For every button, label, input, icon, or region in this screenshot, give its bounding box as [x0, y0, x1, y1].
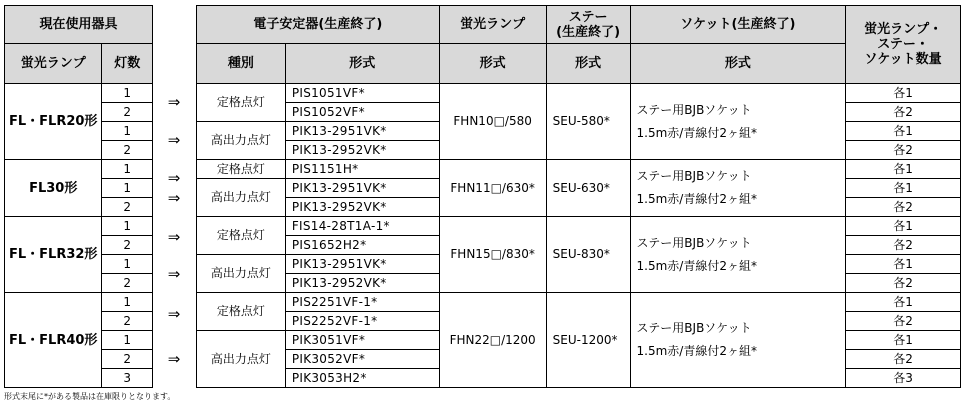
socket-line2: 1.5m赤/青線付2ヶ組*	[636, 125, 757, 140]
lamp-count: 2	[102, 274, 153, 293]
lamp-count: 1	[102, 84, 153, 103]
socket-line1: ステー用BJBソケット	[636, 235, 752, 250]
ballast-type: 高出力点灯	[197, 331, 286, 388]
lamp-form: FHN11□/630*	[439, 160, 546, 217]
lamp-count: 3	[102, 369, 153, 388]
ballast-form: PIK13-2952VK*	[285, 198, 439, 217]
replacement-table	[196, 5, 961, 388]
current-fixture-title: 現在使用器具	[5, 6, 153, 44]
lamp-count: 2	[102, 312, 153, 331]
ballast-form: PIK13-2951VK*	[285, 122, 439, 141]
lamp-column-header: 蛍光ランプ	[5, 44, 102, 84]
ballast-header: 電子安定器(生産終了)	[197, 6, 440, 44]
ballast-form: PIS1051VF*	[285, 84, 439, 103]
ballast-type: 高出力点灯	[197, 179, 286, 217]
quantity: 各2	[846, 312, 961, 331]
ballast-form: PIK13-2951VK*	[285, 179, 439, 198]
ballast-type: 定格点灯	[197, 217, 286, 255]
ballast-type: 高出力点灯	[197, 122, 286, 160]
quantity: 各3	[846, 369, 961, 388]
quantity: 各2	[846, 236, 961, 255]
ballast-form: PIK3053H2*	[285, 369, 439, 388]
quantity: 各1	[846, 84, 961, 103]
ballast-form: PIK3052VF*	[285, 350, 439, 369]
arrow-icon: ⇒	[167, 350, 181, 368]
ballast-type: 定格点灯	[197, 160, 286, 179]
stay-header	[546, 6, 630, 44]
socket-form	[630, 217, 846, 293]
current-fixture-table	[4, 5, 153, 388]
lamp-count: 1	[102, 160, 153, 179]
quantity: 各1	[846, 160, 961, 179]
lamp-count: 2	[102, 103, 153, 122]
lamp-form-subheader: 形式	[439, 44, 546, 84]
quantity: 各1	[846, 255, 961, 274]
qty-header-line2: ステー・	[877, 37, 929, 52]
ballast-form: PIS1151H*	[285, 160, 439, 179]
socket-line1: ステー用BJBソケット	[636, 169, 752, 183]
ballast-type: 定格点灯	[197, 84, 286, 122]
socket-line2: 1.5m赤/青線付2ヶ組*	[636, 258, 757, 273]
lamp-count: 1	[102, 255, 153, 274]
ballast-form: PIK13-2952VK*	[285, 141, 439, 160]
quantity: 各1	[846, 122, 961, 141]
lamp-count: 2	[102, 141, 153, 160]
socket-form	[630, 160, 846, 217]
lamp-count: 2	[102, 198, 153, 217]
stay-form: SEU-830*	[546, 217, 630, 293]
socket-form	[630, 293, 846, 388]
quantity: 各2	[846, 198, 961, 217]
ballast-form: PIK13-2952VK*	[285, 274, 439, 293]
lamp-form: FHN10□/580	[439, 84, 546, 160]
lamp-form: FHN22□/1200	[439, 293, 546, 388]
arrow-icon: ⇒	[167, 305, 181, 323]
stay-form: SEU-1200*	[546, 293, 630, 388]
socket-line2: 1.5m赤/青線付2ヶ組*	[636, 192, 757, 206]
arrow-icon: ⇒	[167, 228, 181, 246]
socket-form-subheader: 形式	[630, 44, 846, 84]
lamp-type: FL・FLR40形	[5, 293, 102, 388]
count-column-header: 灯数	[102, 44, 153, 84]
ballast-form: FIS14-28T1A-1*	[285, 217, 439, 236]
ballast-form: PIS1652H2*	[285, 236, 439, 255]
quantity: 各2	[846, 350, 961, 369]
ballast-form: PIK13-2951VK*	[285, 255, 439, 274]
lamp-count: 1	[102, 331, 153, 350]
ballast-form: PIS2252VF-1*	[285, 312, 439, 331]
form-subheader: 形式	[285, 44, 439, 84]
socket-form	[630, 84, 846, 160]
arrow-icon: ⇒	[167, 265, 181, 283]
arrow-icon: ⇒	[167, 169, 181, 187]
lamp-count: 1	[102, 293, 153, 312]
quantity: 各2	[846, 103, 961, 122]
quantity: 各2	[846, 141, 961, 160]
qty-header-line1: 蛍光ランプ・	[864, 22, 943, 37]
lamp-count: 1	[102, 122, 153, 141]
quantity-header	[846, 6, 961, 84]
type-subheader: 種別	[197, 44, 286, 84]
ballast-type: 定格点灯	[197, 293, 286, 331]
ballast-form: PIS2251VF-1*	[285, 293, 439, 312]
stock-note: 形式末尾に*がある製品は在庫限りとなります。	[4, 392, 176, 401]
lamp-header: 蛍光ランプ	[439, 6, 546, 44]
quantity: 各1	[846, 217, 961, 236]
arrow-icon: ⇒	[167, 131, 181, 149]
ballast-form: PIS1052VF*	[285, 103, 439, 122]
arrow-icon: ⇒	[167, 189, 181, 207]
arrow-icon: ⇒	[167, 93, 181, 111]
lamp-count: 1	[102, 179, 153, 198]
ballast-type: 高出力点灯	[197, 255, 286, 293]
quantity: 各1	[846, 331, 961, 350]
socket-line1: ステー用BJBソケット	[636, 321, 752, 335]
socket-line1: ステー用BJBソケット	[636, 102, 752, 117]
stay-header-line1: ステー	[568, 9, 608, 25]
socket-line2: 1.5m赤/青線付2ヶ組*	[636, 344, 757, 358]
stay-form: SEU-630*	[546, 160, 630, 217]
lamp-count: 1	[102, 217, 153, 236]
lamp-type: FL・FLR32形	[5, 217, 102, 293]
quantity: 各2	[846, 274, 961, 293]
qty-header-line3: ソケット数量	[864, 52, 942, 67]
lamp-type: FL・FLR20形	[5, 84, 102, 160]
stay-form: SEU-580*	[546, 84, 630, 160]
stay-header-line2: (生産終了)	[556, 24, 621, 40]
stay-form-subheader: 形式	[546, 44, 630, 84]
lamp-form: FHN15□/830*	[439, 217, 546, 293]
lamp-count: 2	[102, 236, 153, 255]
quantity: 各1	[846, 179, 961, 198]
ballast-form: PIK3051VF*	[285, 331, 439, 350]
quantity: 各1	[846, 293, 961, 312]
lamp-type: FL30形	[5, 160, 102, 217]
socket-header: ソケット(生産終了)	[630, 6, 846, 44]
lamp-count: 2	[102, 350, 153, 369]
